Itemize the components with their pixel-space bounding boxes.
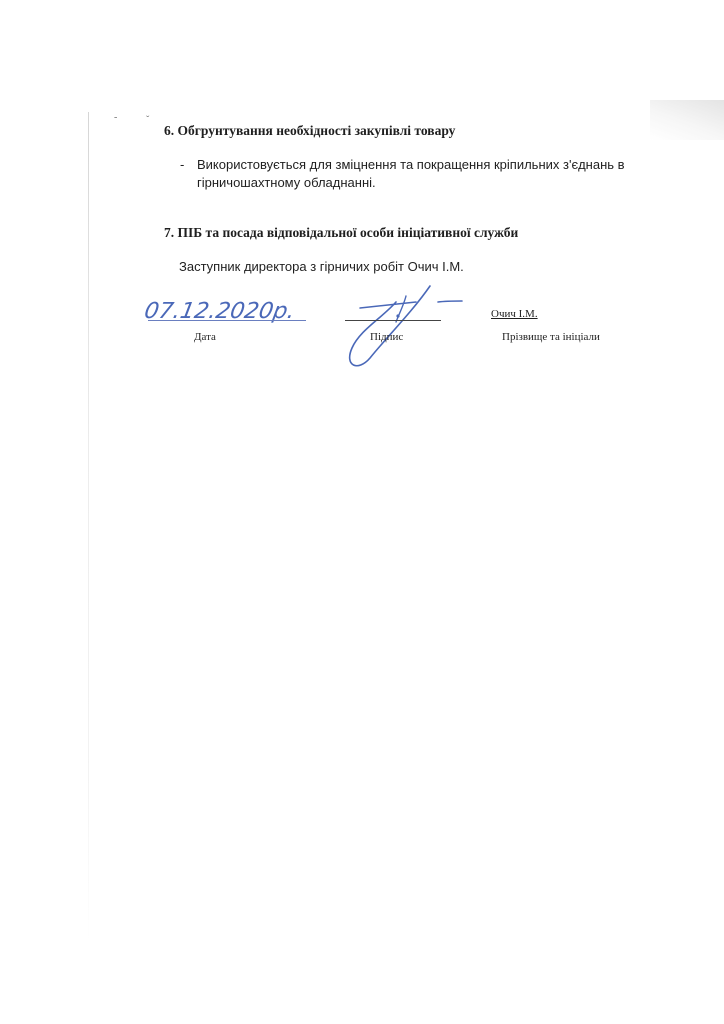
section-6-text-line-1: Використовується для зміцнення та покращення кріпильних з'єднань в [197, 157, 625, 172]
date-caption: Дата [194, 331, 216, 343]
signature-underline [345, 320, 441, 321]
responsible-position-line: Заступник директора з гірничих робіт Очич І.М. [179, 259, 464, 274]
section-6-heading: 6. Обгрунтування необхідності закупівлі товару [164, 123, 456, 138]
handwritten-date-text: 07.12.2020р. [142, 298, 294, 324]
name-value: Очич І.М. [491, 308, 538, 320]
signature-caption: Підпис [370, 331, 404, 343]
date-underline [148, 320, 306, 321]
section-7-heading: 7. ПІБ та посада відповідальної особи ініціативної служби [164, 225, 519, 240]
scan-mark-left: - [114, 112, 118, 123]
scan-edge-left [88, 112, 89, 942]
name-caption: Прізвище та ініціали [502, 331, 600, 343]
scan-shadow-corner [650, 100, 724, 140]
scan-mark-top: ˇ [146, 115, 150, 126]
signature-scribble [338, 278, 468, 370]
section-6-text-line-2: гірничошахтному обладнанні. [197, 175, 376, 190]
section-6-bullet: - [180, 157, 185, 172]
